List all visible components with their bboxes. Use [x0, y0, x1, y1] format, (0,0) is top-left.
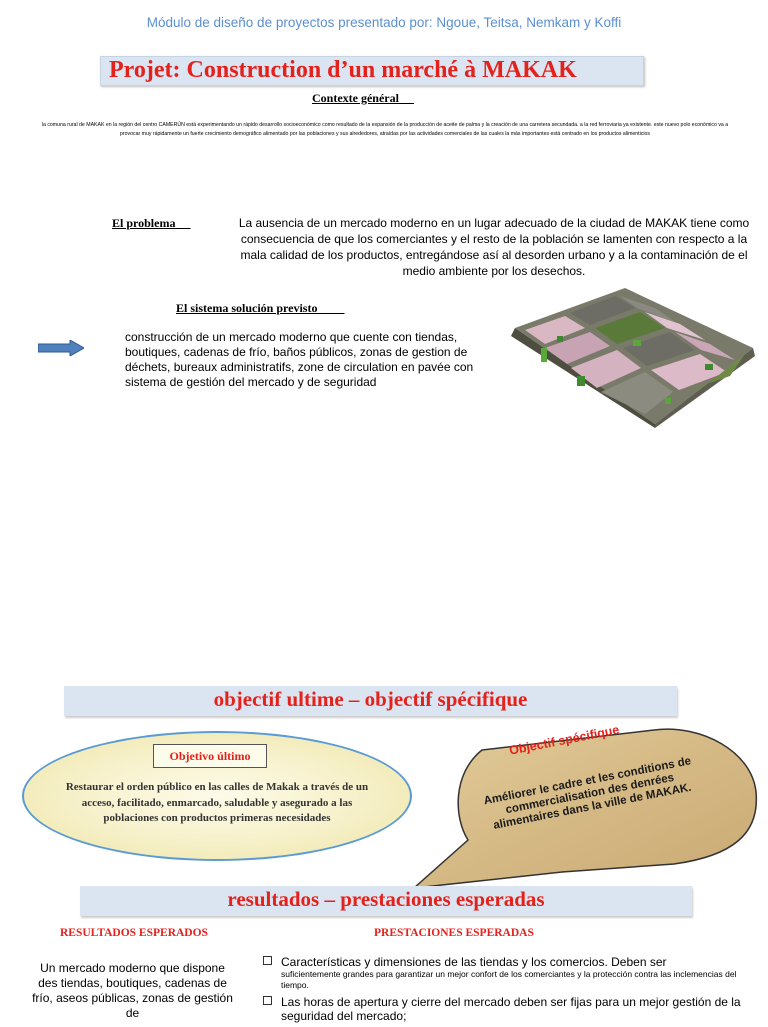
- list-item: [263, 955, 763, 991]
- specific-objective-label: Objectif spécifique: [508, 722, 621, 758]
- presenter-line: Módulo de diseño de proyectos presentado por: Ngoue, Teitsa, Nemkam y Koffi: [146, 15, 622, 30]
- prestation-sub: suficientemente grandes para garantizar un mejor confort de los comerciantes y la protección contra las inclemencias del tiempo.: [281, 969, 737, 990]
- project-title-band: [100, 56, 644, 86]
- results-band: [80, 886, 692, 916]
- problem-label: El problema: [112, 216, 176, 230]
- right-arrow-icon: [38, 340, 84, 356]
- ultimate-objective-text: Restaurar el orden público en las calles de Makak a través de un acceso, facilitado, enmarcado, saludable y asegurado a las poblaciones con productos primeras necesidades: [65, 781, 369, 824]
- list-item: [263, 995, 763, 1023]
- city-model-image: [505, 288, 755, 428]
- problem-text: La ausencia de un mercado moderno en un lugar adecuado de la ciudad de MAKAK tiene como consecuencia de que los comerciantes y el resto de la población se lamenten con respecto a la mala calidad de los productos, entregándose así al desorden urbano y a la contaminación de el medio ambiente por los desechos.: [238, 216, 750, 278]
- results-label: RESULTADOS ESPERADOS: [60, 927, 208, 939]
- checkbox-bullet-icon: [263, 956, 272, 965]
- prestation-main: Características y dimensiones de las tiendas y los comercios. Deben ser: [281, 955, 667, 969]
- objectives-band-title: objectif ultime – objectif spécifique: [213, 687, 528, 711]
- context-text: la comuna rural de MAKAK en la región del centro CAMERÚN está experimentando un rápido desarrollo socioeconómico como resultado de la expansión de la producción de aceite de palma y la creación de una carretera secundada. a la red ferroviaria ya existente. este nuevo polo económico va a provocar muy rápidamente un fuerte crecimiento demográfico alimentado por las poblaciones y sus alrededores, atraídas por las actividades comerciales de las cuales la más importantes está centrado en los productos alimenticios: [41, 122, 729, 137]
- context-heading: Contexte général: [312, 91, 399, 105]
- specific-objective-text: Améliorer le cadre et les conditions de commercialisation des denrées alimentaires dans la ville de MAKAK.: [482, 755, 693, 832]
- checkbox-bullet-icon: [263, 996, 272, 1005]
- objectives-band: [64, 686, 677, 716]
- project-title: Projet: Construction d’un marché à MAKAK: [109, 57, 577, 83]
- prestations-label: PRESTACIONES ESPERADAS: [374, 927, 534, 939]
- prestations-list: [263, 955, 763, 1027]
- prestation-main: Las horas de apertura y cierre del mercado deben ser fijas para un mejor gestión de la seguridad del mercado;: [281, 995, 741, 1023]
- ultimate-objective-box: [153, 744, 267, 768]
- solution-label: El sistema solución previsto: [176, 301, 318, 315]
- results-text: Un mercado moderno que dispone des tiendas, boutiques, cadenas de frío, aseos públicas, zonas de gestión de: [32, 961, 233, 1020]
- results-band-title: resultados – prestaciones esperadas: [227, 887, 545, 911]
- ultimate-objective-label: Objetivo último: [169, 749, 251, 763]
- solution-text: construcción de un mercado moderno que cuente con tiendas, boutiques, cadenas de frío, baños públicos, zonas de gestion de déchets, bureaux administratifs, zone de circulation en pavée con sistema de gestión del mercado y de seguridad: [125, 330, 474, 389]
